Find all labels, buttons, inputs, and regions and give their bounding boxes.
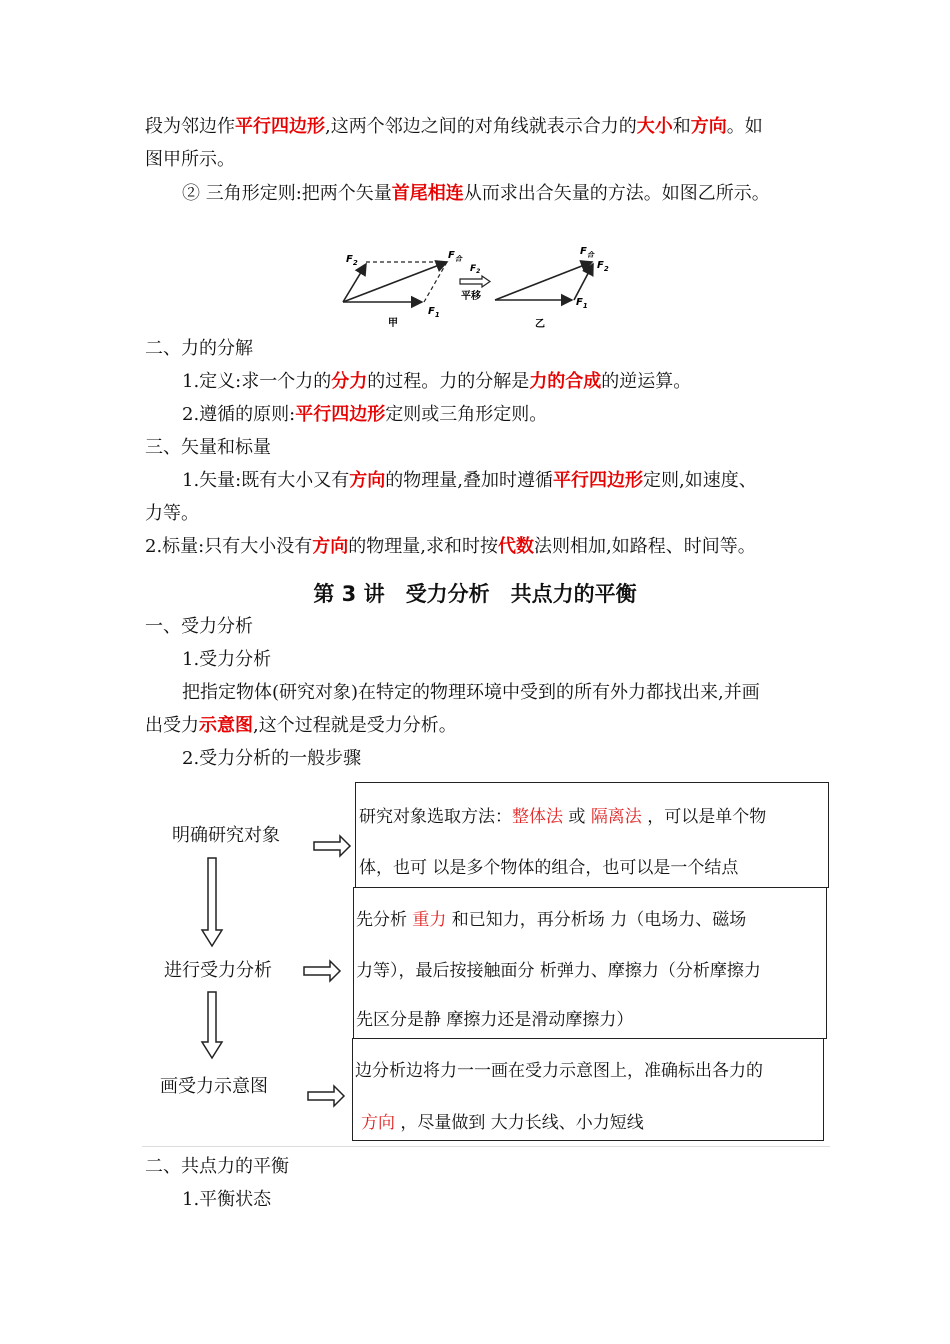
lecture-title: 第 3 讲 受力分析 共点力的平衡 (313, 582, 637, 606)
f2-label: $F_2$ (597, 260, 609, 273)
text-line: 图甲所示。 (145, 149, 235, 170)
text-line: 段为邻边作平行四边形,这两个邻边之间的对角线就表示合力的大小和方向。如 (145, 116, 763, 137)
figure-caption-left: 甲 (388, 318, 398, 329)
text-line: 力等。 (145, 503, 199, 524)
key-term: 整体法 (512, 807, 563, 827)
flow-box-draw-forces: 边分析边将力一一画在受力示意图上，准确标出各力的 方向 ，尽量做到 大力长线、小力短线 (352, 1038, 824, 1141)
flow-box-object-selection: 研究对象选取方法：整体法 或 隔离法 ，可以是单个物 体，也可 以是多个物体的组合，也可以是一个结点 (355, 782, 829, 888)
key-term: 示意图 (199, 715, 253, 736)
key-term: 重力 (412, 910, 447, 930)
key-term: 方向 (361, 1113, 395, 1133)
text-line: 出受力示意图,这个过程就是受力分析。 (145, 715, 457, 736)
key-term: 大小 (636, 116, 673, 137)
down-arrow-icon (202, 858, 222, 946)
key-term: 首尾相连 (391, 183, 464, 204)
section-heading: 二、力的分解 (145, 338, 253, 359)
key-term: 方向 (349, 470, 386, 491)
text-line: 1.定义:求一个力的分力的过程。力的分解是力的合成的逆运算。 (182, 371, 692, 392)
right-arrow-icon (314, 836, 350, 856)
text-line: 2.标量:只有大小没有方向的物理量,求和时按代数法则相加,如路程、时间等。 (145, 536, 756, 557)
right-arrow-icon (304, 961, 340, 981)
key-term: 力的合成 (529, 371, 602, 392)
section-heading: 三、矢量和标量 (145, 437, 271, 458)
text-line: 2.遵循的原则:平行四边形定则或三角形定则。 (182, 404, 548, 425)
translate-label: 平移 (461, 291, 481, 302)
f2-label: $F_2$ (346, 254, 358, 267)
text-line: 把指定物体(研究对象)在特定的物理环境中受到的所有外力都找出来,并画 (182, 682, 760, 703)
subsection-heading: 1.平衡状态 (182, 1189, 272, 1210)
key-term: 平行四边形 (235, 116, 325, 137)
flow-step-draw-diagram: 画受力示意图 (160, 1076, 268, 1097)
text-line: ② 三角形定则:把两个矢量首尾相连从而求出合矢量的方法。如图乙所示。 (182, 183, 770, 204)
key-term: 代数 (497, 536, 534, 557)
key-term: 方向 (312, 536, 349, 557)
down-arrow-icon (202, 992, 222, 1058)
text-line: 1.矢量:既有大小又有方向的物理量,叠加时遵循平行四边形定则,如速度、 (182, 470, 757, 491)
f1-label: $F_1$ (428, 306, 440, 319)
section-heading: 二、共点力的平衡 (145, 1156, 289, 1177)
right-arrow-icon (308, 1086, 344, 1106)
subsection-heading: 1.受力分析 (182, 649, 272, 670)
f1-label: $F_1$ (576, 297, 588, 310)
key-term: 平行四边形 (552, 470, 643, 491)
fhe-label: $F_合$ (580, 246, 594, 259)
divider (142, 1146, 830, 1147)
flow-step-analyze-forces: 进行受力分析 (164, 960, 272, 981)
figure-caption-right: 乙 (535, 319, 545, 330)
key-term: 平行四边形 (295, 404, 386, 425)
subsection-heading: 2.受力分析的一般步骤 (182, 748, 362, 769)
flow-step-identify-object: 明确研究对象 (172, 825, 280, 846)
section-heading: 一、受力分析 (145, 616, 253, 637)
key-term: 分力 (331, 371, 368, 392)
fhe-label: $F_合$ (448, 250, 462, 263)
flow-box-force-order: 先分析 重力 和已知力，再分析场 力（电场力、磁场 力等），最后按接触面分 析弹力、摩擦力（分析摩擦力 先区分是静 摩擦力还是滑动摩擦力） (353, 887, 827, 1039)
key-term: 隔离法 (590, 807, 642, 827)
f2-label: $F_2$ (470, 264, 481, 275)
key-term: 方向 (690, 116, 727, 137)
